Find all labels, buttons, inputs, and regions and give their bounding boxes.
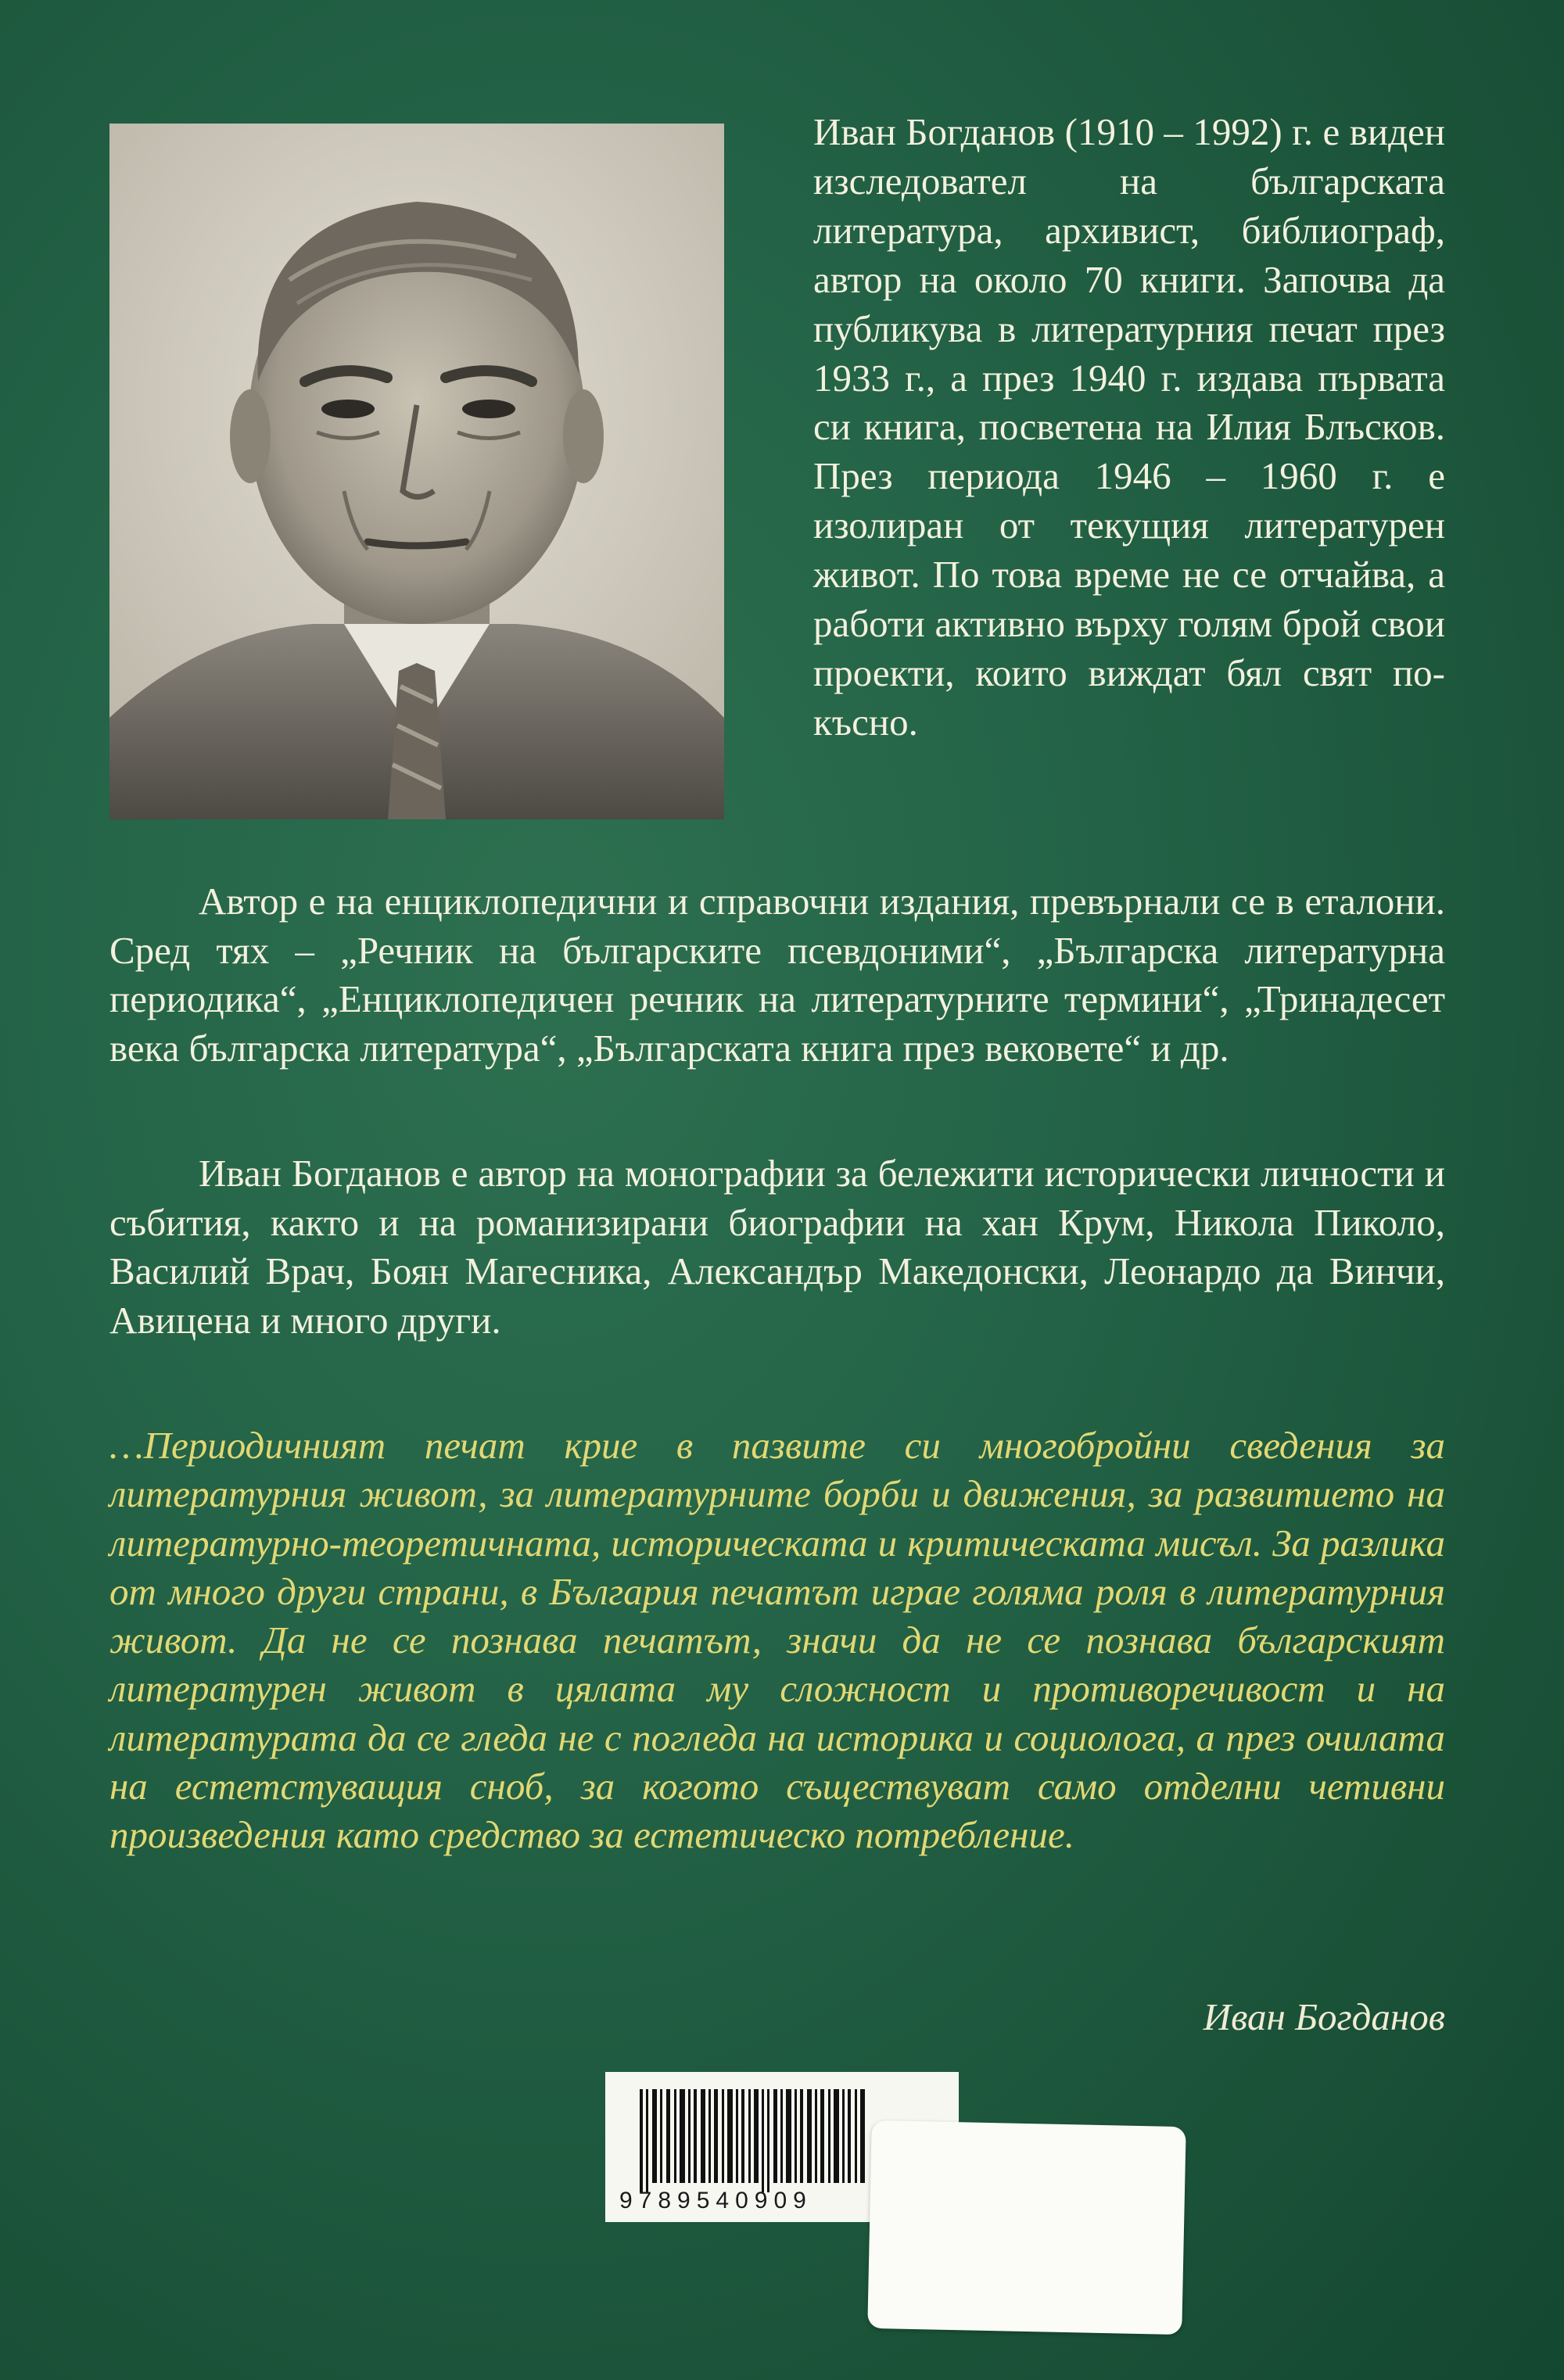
author-bio-intro: Иван Богданов (1910 – 1992) г. е виден изследовател на българската литература, архивист, библиограф, автор на около 70 книги. Започва да публикува в литературния печат през 1933 г., а през 1940 г. издава първата си книга, посветена на Илия Блъсков. През периода 1946 – 1960 г. е изолиран от текущия литературен живот. По това време не се отчайва, а работи активно върху голям брой свои проекти, които виждат бял свят по-късно. [813, 110, 1445, 744]
author-bio-paragraph: Автор е на енциклопедични и справочни издания, превърнали се в еталони. Сред тях – „Речник на българските псевдоними“, „Българска литературна периодика“, „Енциклопедичен речник на литературните термини“, „Тринадесет века българска литература“, „Българската книга през вековете“ и др. [109, 880, 1445, 1070]
price-sticker [867, 2120, 1186, 2335]
author-bio-paragraph: Иван Богданов е автор на монографии за бележити исторически личности и събития, както и на романизирани биографии на хан Крум, Никола Пиколо, Василий Врач, Боян Магесника, Александър Македонски, Леонардо да Винчи, Авицена и много други. [109, 1152, 1445, 1342]
portrait-photo-icon [109, 124, 724, 819]
author-portrait [109, 124, 724, 819]
quote-author-signature: Иван Богданов [1203, 1995, 1445, 2038]
isbn-number: 9789540909 [619, 2188, 812, 2213]
author-quote: …Периодичният печат крие в пазвите си многобройни сведения за литературния живот, за литературните борби и движения, за развитието на литературно-теоретичната, историческата и критическата мисъл. За разлика от много други страни, в България печатът играе голяма роля в литературния живот. Да не се познава печатът, значи да не се познава българският литературен живот в цялата му сложност и противоречивост и на литературата да се гледа не с погледа на историка и социолога, а през очилата на естетстуващия сноб, за когото съществуват само отделни четивни произведения като средство за естетическо потребление. [109, 1424, 1445, 1857]
